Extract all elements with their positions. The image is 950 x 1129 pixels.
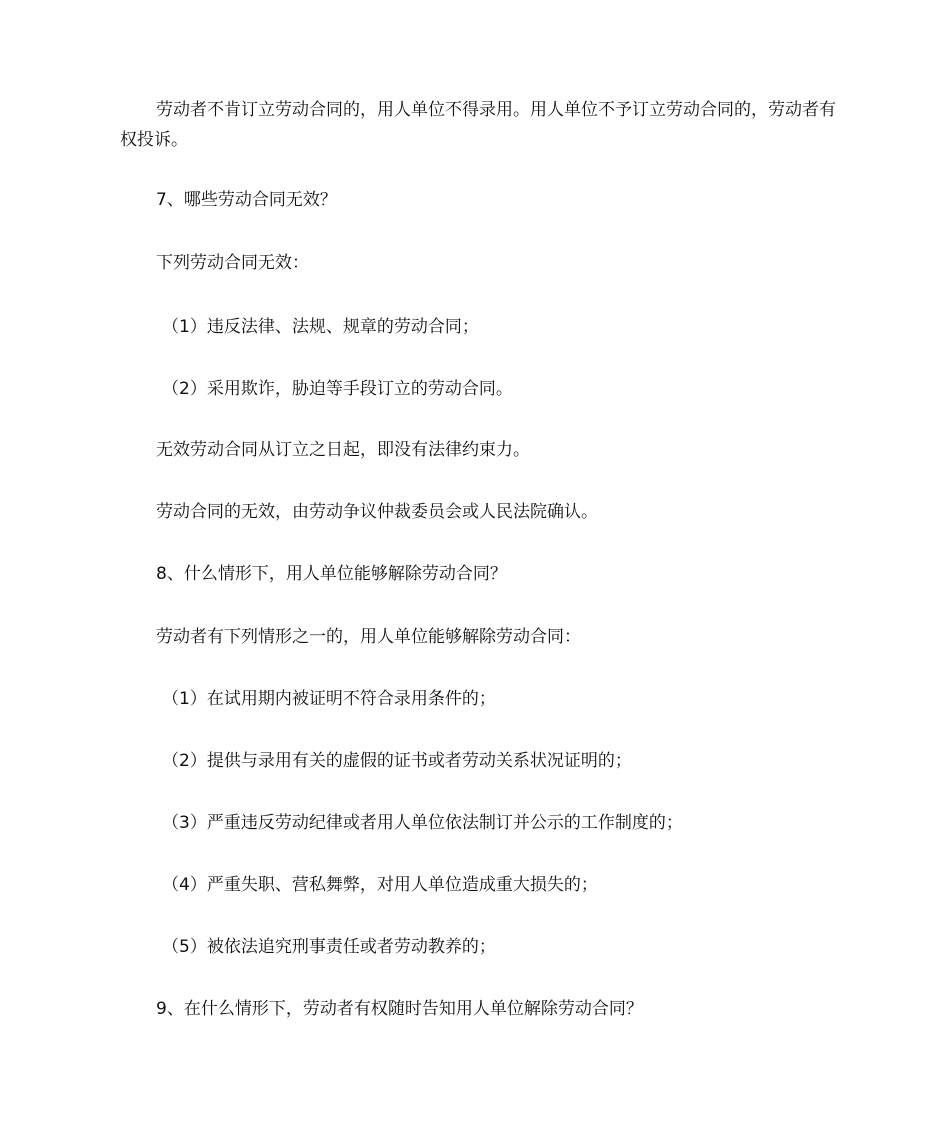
question-7-heading: 7、哪些劳动合同无效？ bbox=[156, 190, 337, 210]
invalid-contracts-intro: 下列劳动合同无效： bbox=[156, 253, 309, 273]
invalid-contract-item-1: （1）违反法律、法规、规章的劳动合同； bbox=[162, 317, 479, 337]
termination-item-2: （2）提供与录用有关的虚假的证书或者劳动关系状况证明的； bbox=[162, 751, 632, 771]
invalid-contract-item-2: （2）采用欺诈，胁迫等手段订立的劳动合同。 bbox=[162, 379, 513, 399]
termination-item-5: （5）被依法追究刑事责任或者劳动教养的； bbox=[162, 937, 496, 957]
invalid-contract-confirmation: 劳动合同的无效，由劳动争议仲裁委员会或人民法院确认。 bbox=[156, 502, 598, 522]
termination-item-4: （4）严重失职、营私舞弊，对用人单位造成重大损失的； bbox=[162, 875, 598, 895]
question-9-heading: 9、在什么情形下，劳动者有权随时告知用人单位解除劳动合同？ bbox=[156, 999, 643, 1019]
termination-intro: 劳动者有下列情形之一的，用人单位能够解除劳动合同： bbox=[156, 627, 581, 647]
termination-item-1: （1）在试用期内被证明不符合录用条件的； bbox=[162, 689, 496, 709]
question-8-heading: 8、什么情形下，用人单位能够解除劳动合同？ bbox=[156, 564, 507, 584]
termination-item-3: （3）严重违反劳动纪律或者用人单位依法制订并公示的工作制度的； bbox=[162, 813, 683, 833]
invalid-contract-effect: 无效劳动合同从订立之日起，即没有法律约束力。 bbox=[156, 440, 530, 460]
paragraph-refusal-contract: 劳动者不肯订立劳动合同的，用人单位不得录用。用人单位不予订立劳动合同的，劳动者有权投诉。 bbox=[120, 100, 836, 150]
